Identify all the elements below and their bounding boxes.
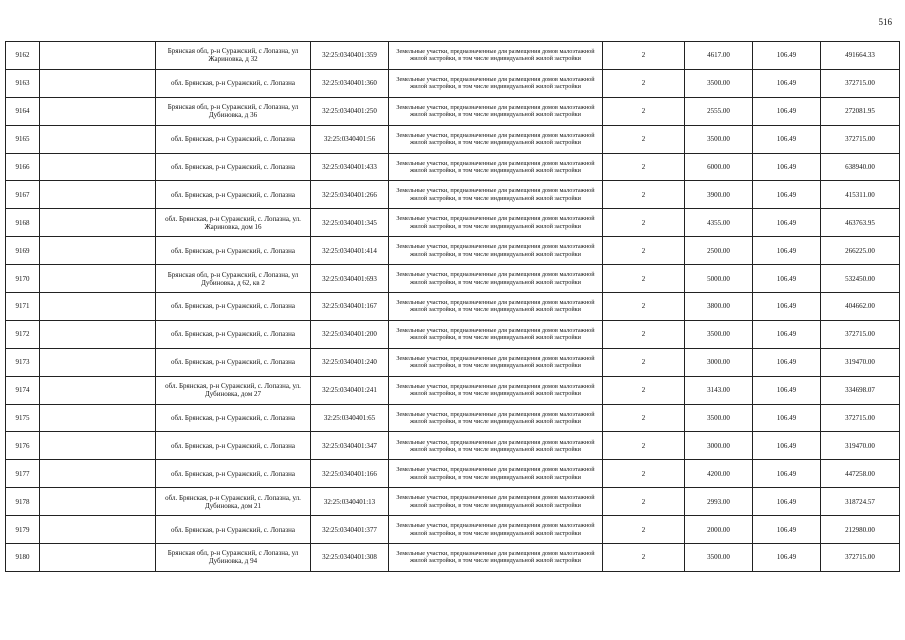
cell-specific-value: 106.49: [753, 293, 821, 321]
table-row: [6, 209, 900, 237]
cell-land-use: Земельные участки, предназначенные для размещения домов малоэтажной жилой застройки, в том числе индивидуальной жилой застройки: [389, 153, 603, 181]
cell-specific-value: 106.49: [753, 125, 821, 153]
cell-address: обл. Брянская, р-н Суражский, с. Лопазна: [156, 69, 311, 97]
cell-cadastral-value: 372715.00: [821, 320, 900, 348]
cell-blank: [40, 209, 156, 237]
cell-cadastral-value: 415311.00: [821, 181, 900, 209]
cell-cadastral-number: 32:25:0340401:266: [311, 181, 389, 209]
cell-group: 2: [603, 209, 685, 237]
cell-land-use: Земельные участки, предназначенные для размещения домов малоэтажной жилой застройки, в том числе индивидуальной жилой застройки: [389, 237, 603, 265]
cell-row-number: 9170: [6, 265, 40, 293]
cell-blank: [40, 181, 156, 209]
cell-area: 3500.00: [685, 320, 753, 348]
cell-land-use: Земельные участки, предназначенные для размещения домов малоэтажной жилой застройки, в том числе индивидуальной жилой застройки: [389, 69, 603, 97]
table-row: [6, 432, 900, 460]
cell-row-number: 9180: [6, 544, 40, 572]
cell-address: обл. Брянская, р-н Суражский, с. Лопазна: [156, 293, 311, 321]
table-row: [6, 293, 900, 321]
cell-land-use: Земельные участки, предназначенные для размещения домов малоэтажной жилой застройки, в том числе индивидуальной жилой застройки: [389, 376, 603, 404]
cell-area: 3500.00: [685, 404, 753, 432]
cell-address: Брянская обл, р-н Суражский, с Лопазна, ул Дубиновка, д 62, кв 2: [156, 265, 311, 293]
cell-address: обл. Брянская, р-н Суражский, с. Лопазна: [156, 404, 311, 432]
table-body: [6, 42, 900, 572]
cell-address: обл. Брянская, р-н Суражский, с. Лопазна: [156, 432, 311, 460]
cell-address: обл. Брянская, р-н Суражский, с. Лопазна: [156, 348, 311, 376]
cell-cadastral-number: 32:25:0340401:347: [311, 432, 389, 460]
cell-group: 2: [603, 404, 685, 432]
cell-area: 2000.00: [685, 516, 753, 544]
cell-area: 6000.00: [685, 153, 753, 181]
cell-cadastral-value: 404662.00: [821, 293, 900, 321]
cell-row-number: 9166: [6, 153, 40, 181]
cell-area: 2555.00: [685, 97, 753, 125]
cell-cadastral-value: 272081.95: [821, 97, 900, 125]
cell-specific-value: 106.49: [753, 69, 821, 97]
cell-specific-value: 106.49: [753, 432, 821, 460]
cell-group: 2: [603, 265, 685, 293]
cell-blank: [40, 97, 156, 125]
cell-cadastral-value: 319470.00: [821, 432, 900, 460]
cell-row-number: 9168: [6, 209, 40, 237]
cell-group: 2: [603, 460, 685, 488]
cell-area: 3900.00: [685, 181, 753, 209]
cell-address: обл. Брянская, р-н Суражский, с. Лопазна, ул. Дубиновка, дом 21: [156, 488, 311, 516]
cell-cadastral-value: 334698.07: [821, 376, 900, 404]
cell-blank: [40, 488, 156, 516]
cell-row-number: 9176: [6, 432, 40, 460]
cell-area: 2500.00: [685, 237, 753, 265]
cell-cadastral-value: 212980.00: [821, 516, 900, 544]
cell-specific-value: 106.49: [753, 544, 821, 572]
cell-specific-value: 106.49: [753, 209, 821, 237]
page-number: 516: [878, 17, 892, 27]
cell-blank: [40, 153, 156, 181]
cell-cadastral-number: 32:25:0340401:345: [311, 209, 389, 237]
cell-group: 2: [603, 516, 685, 544]
cell-specific-value: 106.49: [753, 348, 821, 376]
cell-area: 3000.00: [685, 348, 753, 376]
table-row: [6, 237, 900, 265]
cell-specific-value: 106.49: [753, 404, 821, 432]
cell-land-use: Земельные участки, предназначенные для размещения домов малоэтажной жилой застройки, в том числе индивидуальной жилой застройки: [389, 293, 603, 321]
cell-land-use: Земельные участки, предназначенные для размещения домов малоэтажной жилой застройки, в том числе индивидуальной жилой застройки: [389, 488, 603, 516]
table-row: [6, 516, 900, 544]
table-row: [6, 125, 900, 153]
cell-blank: [40, 69, 156, 97]
table-row: [6, 460, 900, 488]
cell-area: 5000.00: [685, 265, 753, 293]
cell-blank: [40, 376, 156, 404]
cell-area: 4355.00: [685, 209, 753, 237]
cell-group: 2: [603, 97, 685, 125]
cell-specific-value: 106.49: [753, 265, 821, 293]
cell-cadastral-value: 447258.00: [821, 460, 900, 488]
table-row: [6, 265, 900, 293]
cell-address: обл. Брянская, р-н Суражский, с. Лопазна: [156, 181, 311, 209]
cell-row-number: 9174: [6, 376, 40, 404]
cell-specific-value: 106.49: [753, 460, 821, 488]
cell-cadastral-number: 32:25:0340401:56: [311, 125, 389, 153]
cell-specific-value: 106.49: [753, 237, 821, 265]
cell-cadastral-value: 319470.00: [821, 348, 900, 376]
cell-blank: [40, 42, 156, 70]
cell-blank: [40, 544, 156, 572]
cell-address: обл. Брянская, р-н Суражский, с. Лопазна: [156, 237, 311, 265]
cell-group: 2: [603, 348, 685, 376]
cell-cadastral-number: 32:25:0340401:65: [311, 404, 389, 432]
cell-specific-value: 106.49: [753, 97, 821, 125]
cell-cadastral-number: 32:25:0340401:377: [311, 516, 389, 544]
cell-cadastral-value: 638940.00: [821, 153, 900, 181]
cell-land-use: Земельные участки, предназначенные для размещения домов малоэтажной жилой застройки, в том числе индивидуальной жилой застройки: [389, 181, 603, 209]
cell-cadastral-value: 463763.95: [821, 209, 900, 237]
cell-land-use: Земельные участки, предназначенные для размещения домов малоэтажной жилой застройки, в том числе индивидуальной жилой застройки: [389, 265, 603, 293]
cell-cadastral-number: 32:25:0340401:166: [311, 460, 389, 488]
cell-cadastral-value: 372715.00: [821, 544, 900, 572]
cell-row-number: 9175: [6, 404, 40, 432]
table-row: [6, 153, 900, 181]
cell-area: 3500.00: [685, 125, 753, 153]
cell-area: 3500.00: [685, 544, 753, 572]
cell-address: обл. Брянская, р-н Суражский, с. Лопазна: [156, 153, 311, 181]
cell-land-use: Земельные участки, предназначенные для размещения домов малоэтажной жилой застройки, в том числе индивидуальной жилой застройки: [389, 320, 603, 348]
cell-area: 4617.00: [685, 42, 753, 70]
cell-cadastral-number: 32:25:0340401:433: [311, 153, 389, 181]
cell-blank: [40, 320, 156, 348]
cell-address: Брянская обл, р-н Суражский, с Лопазна, ул Жариновка, д 32: [156, 42, 311, 70]
cell-cadastral-number: 32:25:0340401:167: [311, 293, 389, 321]
cell-blank: [40, 516, 156, 544]
cell-row-number: 9179: [6, 516, 40, 544]
cell-cadastral-number: 32:25:0340401:250: [311, 97, 389, 125]
cell-blank: [40, 348, 156, 376]
cell-cadastral-number: 32:25:0340401:359: [311, 42, 389, 70]
cell-row-number: 9171: [6, 293, 40, 321]
cell-row-number: 9167: [6, 181, 40, 209]
cell-cadastral-value: 266225.00: [821, 237, 900, 265]
cell-specific-value: 106.49: [753, 181, 821, 209]
cell-address: обл. Брянская, р-н Суражский, с. Лопазна: [156, 125, 311, 153]
cell-row-number: 9164: [6, 97, 40, 125]
cell-row-number: 9177: [6, 460, 40, 488]
cell-group: 2: [603, 125, 685, 153]
cell-area: 3800.00: [685, 293, 753, 321]
cell-blank: [40, 293, 156, 321]
cell-blank: [40, 237, 156, 265]
table-row: [6, 404, 900, 432]
cell-row-number: 9178: [6, 488, 40, 516]
cell-address: обл. Брянская, р-н Суражский, с. Лопазна: [156, 320, 311, 348]
cell-group: 2: [603, 376, 685, 404]
table-row: [6, 320, 900, 348]
cell-land-use: Земельные участки, предназначенные для размещения домов малоэтажной жилой застройки, в том числе индивидуальной жилой застройки: [389, 125, 603, 153]
cell-cadastral-number: 32:25:0340401:240: [311, 348, 389, 376]
cell-address: обл. Брянская, р-н Суражский, с. Лопазна, ул. Дубиновка, дом 27: [156, 376, 311, 404]
cell-cadastral-number: 32:25:0340401:13: [311, 488, 389, 516]
cell-specific-value: 106.49: [753, 153, 821, 181]
cell-group: 2: [603, 293, 685, 321]
table-row: [6, 544, 900, 572]
cell-land-use: Земельные участки, предназначенные для размещения домов малоэтажной жилой застройки, в том числе индивидуальной жилой застройки: [389, 97, 603, 125]
table-row: [6, 97, 900, 125]
cell-land-use: Земельные участки, предназначенные для размещения домов малоэтажной жилой застройки, в том числе индивидуальной жилой застройки: [389, 404, 603, 432]
cell-specific-value: 106.49: [753, 42, 821, 70]
cell-area: 4200.00: [685, 460, 753, 488]
cell-address: Брянская обл, р-н Суражский, с Лопазна, ул Дубиновка, д 36: [156, 97, 311, 125]
cell-blank: [40, 265, 156, 293]
cell-group: 2: [603, 153, 685, 181]
cell-group: 2: [603, 488, 685, 516]
cell-cadastral-number: 32:25:0340401:200: [311, 320, 389, 348]
cell-group: 2: [603, 432, 685, 460]
table-row: [6, 376, 900, 404]
cell-land-use: Земельные участки, предназначенные для размещения домов малоэтажной жилой застройки, в том числе индивидуальной жилой застройки: [389, 42, 603, 70]
cell-address: обл. Брянская, р-н Суражский, с. Лопазна, ул. Жариновка, дом 16: [156, 209, 311, 237]
cell-land-use: Земельные участки, предназначенные для размещения домов малоэтажной жилой застройки, в том числе индивидуальной жилой застройки: [389, 460, 603, 488]
cell-cadastral-value: 532450.00: [821, 265, 900, 293]
cell-address: обл. Брянская, р-н Суражский, с. Лопазна: [156, 516, 311, 544]
cell-row-number: 9172: [6, 320, 40, 348]
cell-land-use: Земельные участки, предназначенные для размещения домов малоэтажной жилой застройки, в том числе индивидуальной жилой застройки: [389, 544, 603, 572]
cell-specific-value: 106.49: [753, 516, 821, 544]
cell-cadastral-number: 32:25:0340401:241: [311, 376, 389, 404]
cell-address: Брянская обл, р-н Суражский, с Лопазна, ул Дубиновка, д 94: [156, 544, 311, 572]
table-row: [6, 348, 900, 376]
cell-specific-value: 106.49: [753, 488, 821, 516]
cell-land-use: Земельные участки, предназначенные для размещения домов малоэтажной жилой застройки, в том числе индивидуальной жилой застройки: [389, 516, 603, 544]
cell-group: 2: [603, 69, 685, 97]
cell-cadastral-value: 372715.00: [821, 404, 900, 432]
cell-area: 3500.00: [685, 69, 753, 97]
cell-cadastral-number: 32:25:0340401:360: [311, 69, 389, 97]
cell-group: 2: [603, 42, 685, 70]
cell-land-use: Земельные участки, предназначенные для размещения домов малоэтажной жилой застройки, в том числе индивидуальной жилой застройки: [389, 209, 603, 237]
cell-blank: [40, 125, 156, 153]
table-row: [6, 42, 900, 70]
cell-row-number: 9169: [6, 237, 40, 265]
cell-specific-value: 106.49: [753, 376, 821, 404]
cell-group: 2: [603, 544, 685, 572]
table-row: [6, 69, 900, 97]
cell-area: 3000.00: [685, 432, 753, 460]
cell-cadastral-number: 32:25:0340401:414: [311, 237, 389, 265]
cell-specific-value: 106.49: [753, 320, 821, 348]
cell-row-number: 9173: [6, 348, 40, 376]
table-row: [6, 181, 900, 209]
cell-blank: [40, 404, 156, 432]
cell-row-number: 9162: [6, 42, 40, 70]
cell-cadastral-value: 491664.33: [821, 42, 900, 70]
cell-address: обл. Брянская, р-н Суражский, с. Лопазна: [156, 460, 311, 488]
cell-area: 2993.00: [685, 488, 753, 516]
cell-blank: [40, 432, 156, 460]
cell-group: 2: [603, 237, 685, 265]
cell-area: 3143.00: [685, 376, 753, 404]
cell-cadastral-value: 372715.00: [821, 69, 900, 97]
cell-cadastral-number: 32:25:0340401:308: [311, 544, 389, 572]
cell-land-use: Земельные участки, предназначенные для размещения домов малоэтажной жилой застройки, в том числе индивидуальной жилой застройки: [389, 432, 603, 460]
land-registry-table: [5, 41, 900, 572]
cell-row-number: 9165: [6, 125, 40, 153]
cell-cadastral-value: 318724.57: [821, 488, 900, 516]
cell-group: 2: [603, 320, 685, 348]
cell-row-number: 9163: [6, 69, 40, 97]
cell-cadastral-value: 372715.00: [821, 125, 900, 153]
cell-group: 2: [603, 181, 685, 209]
cell-blank: [40, 460, 156, 488]
cell-land-use: Земельные участки, предназначенные для размещения домов малоэтажной жилой застройки, в том числе индивидуальной жилой застройки: [389, 348, 603, 376]
cell-cadastral-number: 32:25:0340401:693: [311, 265, 389, 293]
table-row: [6, 488, 900, 516]
